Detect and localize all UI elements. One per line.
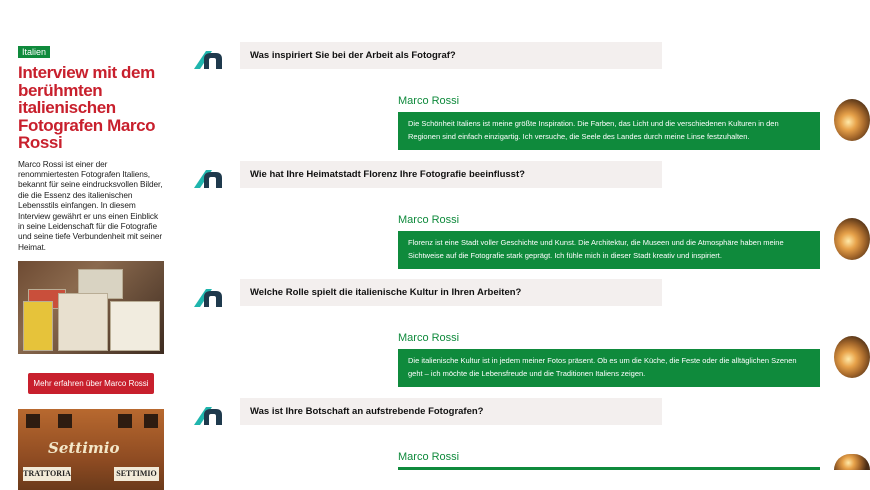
question-2: Wie hat Ihre Heimatstadt Florenz Ihre Fotografie beeinflusst? — [240, 161, 662, 188]
window — [118, 414, 132, 428]
magazine — [110, 301, 160, 351]
trattoria-sign: Settimio — [48, 439, 120, 458]
window — [144, 414, 158, 428]
avatar — [834, 218, 870, 260]
interviewer-logo-icon — [194, 51, 222, 69]
speaker-name: Marco Rossi — [398, 95, 460, 107]
answer-4 — [398, 467, 820, 470]
window — [58, 414, 72, 428]
cta-wrapper — [18, 373, 164, 394]
intro-text: Marco Rossi ist einer der renommiertesten Fotografen Italiens, bekannt für seine eindrucksvollen Bilder, die die Essenz des italienischen Lebensstils einfangen. In diesem Interview gewährt er uns einen Einblick in seine Leidenschaft für die Fotografie und seine tiefe Verbundenheit mit seiner Heimat. — [18, 158, 163, 252]
question-3: Welche Rolle spielt die italienische Kultur in Ihren Arbeiten? — [240, 279, 662, 306]
learn-more-button[interactable]: Mehr erfahren über Marco Rossi — [28, 373, 153, 394]
answer-3: Die italienische Kultur ist in jedem meiner Fotos präsent. Ob es um die Küche, die Feste oder die alltäglichen Szenen geht – ich möchte die Lebensfreude und die Traditionen Italiens zeigen. — [398, 349, 820, 387]
question-1: Was inspiriert Sie bei der Arbeit als Fotograf? — [240, 42, 662, 69]
page-title: Interview mit dem berühmten italienischen Fotografen Marco Rossi — [18, 63, 156, 152]
answer-1: Die Schönheit Italiens ist meine größte Inspiration. Die Farben, das Licht und die verschiedenen Kulturen in den Regionen sind einfach einzigartig. Ich versuche, die Seele des Landes durch meine Linse festzuhalten. — [398, 112, 820, 150]
speaker-name: Marco Rossi — [398, 332, 460, 344]
magazine — [23, 301, 53, 351]
trattoria-photo — [18, 409, 164, 490]
trattoria-board-right: SETTIMIO — [114, 467, 159, 481]
avatar — [834, 454, 870, 470]
interviewer-logo-icon — [194, 407, 222, 425]
interviewer-logo-icon — [194, 289, 222, 307]
newsstand-photo — [18, 261, 164, 354]
question-4: Was ist Ihre Botschaft an aufstrebende Fotografen? — [240, 398, 662, 425]
speaker-name: Marco Rossi — [398, 214, 460, 226]
answer-2: Florenz ist eine Stadt voller Geschichte und Kunst. Die Architektur, die Museen und die Atmosphäre haben meine Sichtweise auf die Fotografie stark geprägt. Ich fühle mich in dieser Stadt kreativ und inspiriert. — [398, 231, 820, 269]
avatar — [834, 336, 870, 378]
avatar — [834, 99, 870, 141]
interviewer-logo-icon — [194, 170, 222, 188]
trattoria-board-left: TRATTORIA — [23, 467, 71, 481]
sidebar — [18, 42, 164, 490]
magazine — [58, 293, 108, 351]
window — [26, 414, 40, 428]
speaker-name: Marco Rossi — [398, 451, 460, 463]
category-tag[interactable]: Italien — [18, 46, 50, 58]
